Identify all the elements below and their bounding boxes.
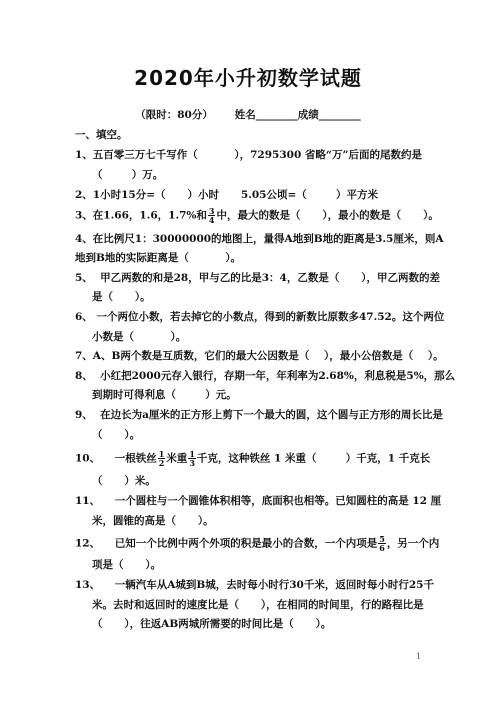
page-title: 2020年小升初数学试题	[134, 66, 362, 90]
question-line: 6、 一个两位小数，若去掉它的小数点，得到的新数比原数多47.52。这个两位	[75, 311, 445, 323]
question-line: 10、 一根铁丝 $\frac{1}{2}$ 米重 $\frac{1}{3}$ 千克，这种铁丝 1 米重（ ）千克，1 千克长	[75, 449, 431, 468]
question-line: 项是（ ）。	[92, 559, 162, 571]
question-line: 12、 已知一个比例中两个外项的积是最小的合数，一个内项是 $\frac{5}{6}$ ，另一个内	[75, 534, 440, 553]
question-line: 2、1小时15分=（ ）小时 5.05公顷=（ ）平方米	[75, 189, 379, 201]
question-line: 7、A、B两个数是互质数，它们的最大公因数是（ ），最小公倍数是（ ）。	[75, 350, 444, 362]
question-line: （ ），往返AB两城所需要的时间比是（ ）。	[92, 618, 332, 630]
question-line: 地到B地的实际距离是（ ）。	[75, 252, 242, 264]
question-line: 1、五百零三万七千写作（ ），7295300 省略“万”后面的尾数约是	[75, 149, 422, 161]
fraction: $\frac{3}{4}$	[208, 206, 215, 225]
question-line: （ ）。	[92, 429, 141, 441]
question-line: 是（ ）。	[92, 291, 151, 303]
question-line: 到期时可得利息（ ）元。	[92, 389, 237, 401]
question-line: 9、 在边长为a厘米的正方形上剪下一个最大的圆，这个圆与正方形的周长比是	[75, 409, 443, 421]
fraction: $\frac{1}{2}$	[158, 449, 165, 468]
question-line: 11、 一个圆柱与一个圆锥体积相等，底面积也相等。已知圆柱的高是 12 厘	[75, 495, 442, 507]
fraction: $\frac{5}{6}$	[379, 534, 385, 553]
fraction: $\frac{1}{3}$	[189, 449, 195, 468]
question-line: 米，圆锥的高是（ ）。	[92, 515, 214, 527]
exam-meta: （限时：80分） 姓名________成绩________	[135, 109, 361, 121]
question-line: 3、在1.66，1.6，1.7%和 $\frac{3}{4}$ 中，最大的数是（ ），最小的数是（ ）。	[75, 206, 439, 225]
question-line: （ ）米。	[92, 475, 156, 487]
question-line: 8、 小红把2000元存入银行，存期一年，年利率为2.68%，利息税是5%，那么	[75, 370, 456, 382]
question-line: 5、 甲乙两数的和是28，甲与乙的比是3：4，乙数是（ ），甲乙两数的差	[75, 272, 441, 284]
question-line: 4、在比例尺1：30000000的地图上，量得A地到B地的距离是3.5厘米，则A	[75, 233, 444, 245]
section-heading: 一、填空。	[75, 129, 128, 141]
page-number: 1	[416, 652, 422, 661]
question-line: 13、 一辆汽车从A城到B城，去时每小时行30千米，返回时每小时行25千	[75, 579, 434, 591]
question-line: （ ）万。	[92, 169, 164, 181]
question-line: 米。去时和返回时的速度比是（ ），在相同的时间里，行的路程比是	[92, 599, 424, 611]
question-line: 小数是（ ）。	[92, 331, 187, 343]
